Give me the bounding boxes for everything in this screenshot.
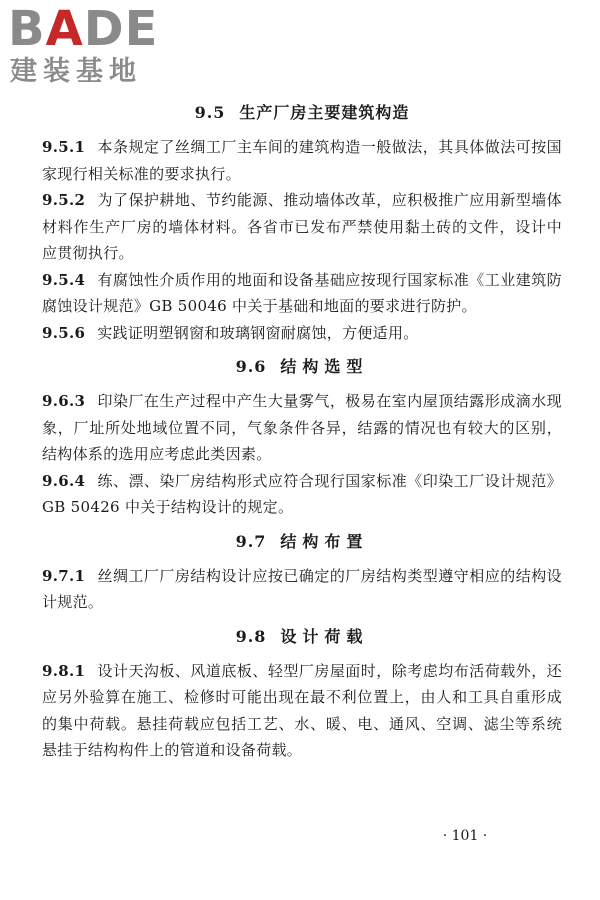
clause-text: 为了保护耕地、节约能源、推动墙体改革，应积极推广应用新型墙体材料作生产厂房的墙体材料。各省市已发布严禁使用黏土砖的文件，设计中应贯彻执行。 [42, 191, 562, 262]
clause-text: 印染厂在生产过程中产生大量雾气，极易在室内屋顶结露形成滴水现象，厂址所处地域位置不同，气象条件各异，结露的情况也有较大的区别，结构体系的选用应考虑此类因素。 [42, 392, 562, 463]
clause-9-5-6 [42, 320, 562, 347]
clause-text: 练、漂、染厂房结构形式应符合现行国家标准《印染工厂设计规范》GB 50426 中关于结构设计的规定。 [42, 471, 562, 516]
clause-number: 9.5.2 [42, 191, 86, 209]
clause-text: 有腐蚀性介质作用的地面和设备基础应按现行国家标准《工业建筑防腐蚀设计规范》GB 50046 中关于基础和地面的要求进行防护。 [42, 270, 562, 315]
bade-logo [8, 1, 178, 90]
section-number: 9.8 [235, 626, 267, 646]
clause-9-6-4 [42, 468, 562, 521]
page-number: · 101 · [442, 828, 488, 844]
clause-number: 9.6.3 [42, 392, 86, 410]
section-heading-9-5 [42, 100, 562, 126]
clause-text: 实践证明塑钢窗和玻璃钢窗耐腐蚀，方便适用。 [97, 323, 419, 342]
section-number: 9.5 [194, 103, 226, 122]
clause-9-5-4 [42, 267, 562, 320]
section-title: 结构布置 [280, 531, 369, 551]
clause-number: 9.6.4 [42, 471, 86, 490]
section-number: 9.6 [235, 357, 267, 376]
clause-9-7-1 [42, 563, 562, 616]
logo-brand: BADE [8, 1, 159, 57]
section-heading-9-7 [42, 529, 562, 555]
page-content [42, 100, 562, 764]
clause-9-5-1 [42, 134, 562, 187]
clause-number: 9.5.4 [42, 270, 86, 289]
logo-subtitle: 建装基地 [10, 56, 142, 87]
clause-text: 丝绸工厂厂房结构设计应按已确定的厂房结构类型遵守相应的结构设计规范。 [42, 566, 562, 611]
section-title: 生产厂房主要建筑构造 [239, 103, 410, 122]
clause-9-5-2 [42, 187, 562, 267]
clause-text: 本条规定了丝绸工厂主车间的建筑构造一般做法，其具体做法可按国家现行相关标准的要求执行。 [42, 138, 562, 183]
logo-wordmark [8, 1, 159, 57]
clause-number: 9.5.6 [42, 323, 86, 342]
section-heading-9-6 [42, 354, 562, 380]
clause-number: 9.8.1 [42, 661, 86, 680]
section-title: 设计荷载 [280, 626, 369, 646]
logo-accent-letter: A [45, 1, 84, 57]
clause-text: 设计天沟板、风道底板、轻型厂房屋面时，除考虑均布活荷载外，还应另外验算在施工、检修时可能出现在最不利位置上，由人和工具自重形成的集中荷载。悬挂荷载应包括工艺、水、暖、电、通风、空调、滤尘等系统悬挂于结构构件上的管道和设备荷载。 [42, 661, 562, 759]
section-title: 结构选型 [280, 357, 369, 376]
clause-number: 9.5.1 [42, 138, 86, 156]
clause-number: 9.7.1 [42, 566, 86, 585]
clause-9-6-3 [42, 388, 562, 468]
section-heading-9-8 [42, 624, 562, 650]
section-number: 9.7 [235, 531, 267, 551]
clause-9-8-1 [42, 658, 562, 764]
